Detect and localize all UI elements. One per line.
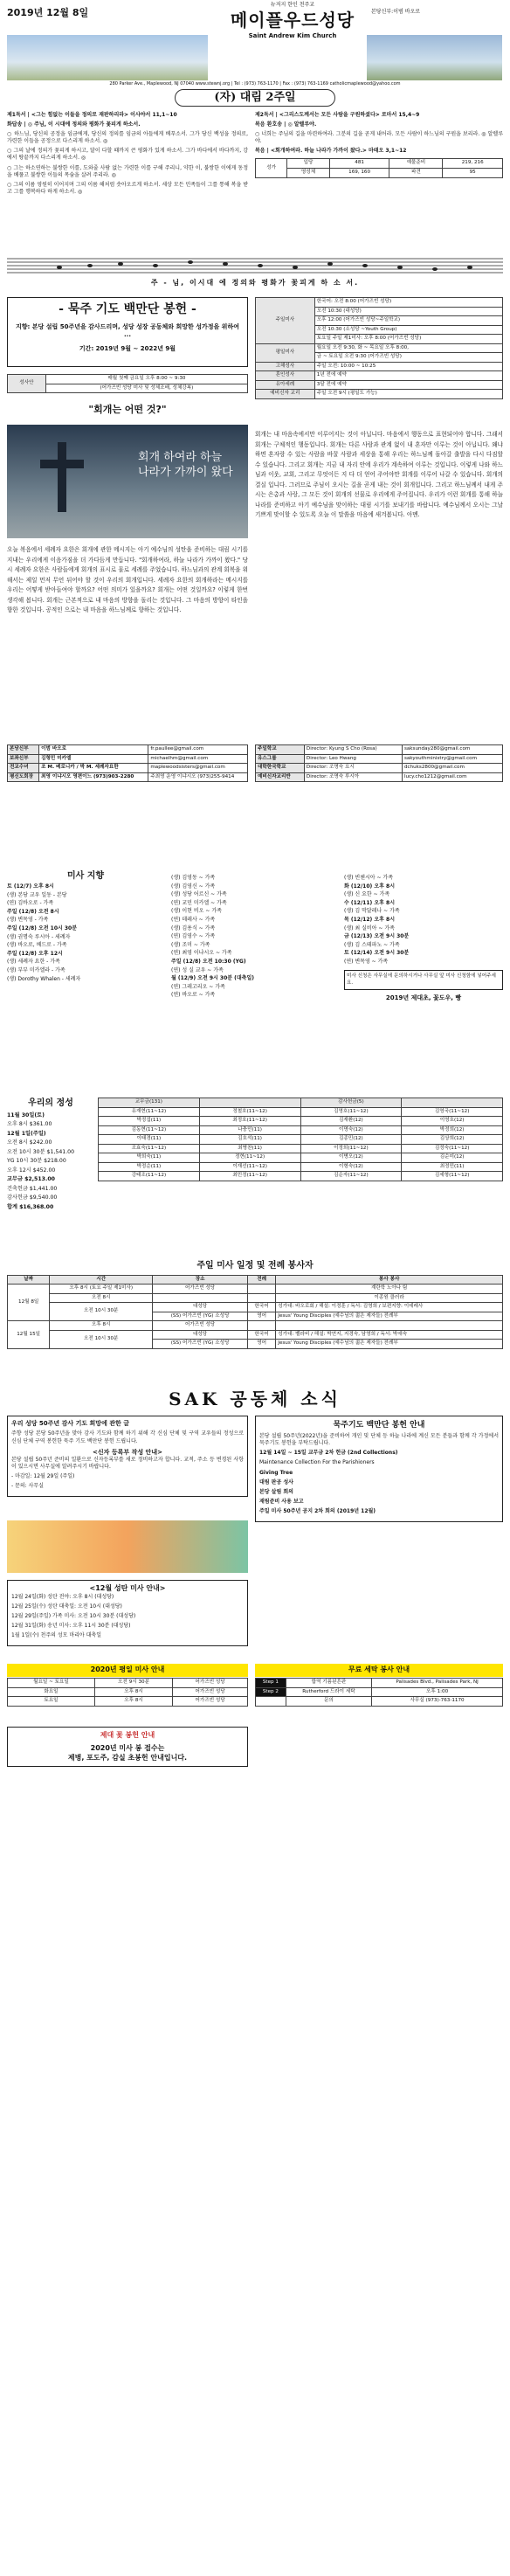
intention-item: (생) 빈첸시아 ~ 가족 xyxy=(344,875,394,881)
right-item: 본당 살림 회의 xyxy=(259,1488,293,1495)
store-cell: Step 2 xyxy=(256,1687,286,1697)
church-en-name: Saint Andrew Kim Church xyxy=(248,32,337,40)
intention-item: (연) 김바오로 - 가족 xyxy=(7,900,54,907)
mass-time-value: 월요일 오전 9:30, 화 ~ 목요일 오후 8:00, xyxy=(314,343,502,353)
psalm-line: ○ 그의 날에 정의가 꽃피게 하시고, 달이 다할 때까지 큰 평화가 있게 하소서. 그가 바다에서 바다까지, 강에서 땅끝까지 다스리게 하소서. ◎ xyxy=(7,148,248,162)
right-item: 주일 미사 50주년 공지 2차 회의 (2019년 12월) xyxy=(259,1507,376,1514)
staff-name: 최영 이냐시오 영편이느 (973)903-2280 xyxy=(39,772,148,782)
schedule-servers: 계란학 노아나 팀 xyxy=(276,1285,503,1294)
right-item: Giving Tree xyxy=(259,1469,293,1476)
mass-intentions-title: 미사 지향 xyxy=(66,871,105,881)
offering-cell: 김재환(12) xyxy=(300,1117,402,1126)
cross-image xyxy=(7,425,248,538)
offering-cell: 최정민(11) xyxy=(402,1162,503,1172)
store-cell: 오후 1:00 xyxy=(372,1687,503,1697)
intention-item: 월 (12/9) 오전 9시 30분 (대축일) xyxy=(171,975,255,982)
staff-name: 조 M. 베로니카 / 박 M. 세례자요한 xyxy=(39,764,148,773)
ny-cell: 어가즈빈 성당 xyxy=(173,1697,248,1707)
schedule-place: (SS) 어가즈빈 (YG) 소성당 xyxy=(153,1340,248,1349)
schedule-place: 대성당 xyxy=(153,1303,248,1312)
offering-cell: 강태조(11~12) xyxy=(99,1172,200,1181)
misc-line: 2020년 미사 봉 접수는 xyxy=(90,1743,165,1752)
hymn-cell: 481 xyxy=(329,159,389,169)
staff-role: 전교수녀 xyxy=(8,764,39,773)
mass-time-value: 오전 10:30 (대성당) xyxy=(314,307,502,316)
misc-title: 제대 꽃 봉헌 안내 xyxy=(100,1731,155,1739)
music-lyrics: 주 - 님, 이시대 에 정의와 평화가 꽃피게 하 소 서. xyxy=(150,279,360,287)
staff-role: 예비신자교리반 xyxy=(256,772,305,782)
xmas-line: 1월 1일(수) 천주의 성모 마리아 대축일 xyxy=(11,1632,101,1639)
hymn-cell: 169, 160 xyxy=(329,169,389,178)
schedule-servers: Jesus' Young Disciples (예수님의 젊은 제자들) 전례부 xyxy=(276,1340,503,1349)
schedule-lang: 한국어 xyxy=(248,1303,276,1312)
right-item: 본당 설립 50주년(2022년)을 준비하여 개인 및 단체 등 하늘 나라에 계신 모든 분들과 함께 각 가정에서 묵주기도 봉헌을 부탁드립니다. xyxy=(259,1433,499,1447)
schedule-servers: 성가대: 바오로회 / 해설: 이정훈 / 독서: 김영희 / 보편지향: 이데레사 xyxy=(276,1303,503,1312)
offering-cell: 김세형(11~12) xyxy=(402,1172,503,1181)
offering-cell: 이영호(12) xyxy=(402,1117,503,1126)
schedule-time: 오후 8시 (토요 주일 제1미사) xyxy=(50,1285,153,1294)
intention-notice: 미사 신청은 사무실에 문의하시거나 사무실 앞 미사 신청함에 넣어주세요. xyxy=(344,970,503,991)
ann-line: - 마감일: 12월 29일 (주일) xyxy=(11,1473,75,1480)
offering-cell: 박정섭(11) xyxy=(99,1117,200,1126)
alleluia: 복음 환호송 | ◎ 알렐루야. xyxy=(255,121,317,128)
readings-right xyxy=(255,112,503,178)
cross-caption: 회개 하여라 하늘 나라가 가까이 왔다 xyxy=(138,451,233,479)
intention-item: (연) 최영 이냐시오 ~ 가족 xyxy=(171,950,232,957)
intention-item: (생) 김 막달레나 ~ 가족 xyxy=(344,908,400,915)
staff-email: sakyouthministry@gmail.com xyxy=(402,754,502,764)
hymn-cell: 예물준비 xyxy=(389,159,443,169)
intention-item: (생) 성당 어르신 ~ 가족 xyxy=(171,891,227,898)
mass-time-table xyxy=(255,297,503,399)
intention-item: (연) 성 실 교우 ~ 가족 xyxy=(171,966,224,973)
schedule-header: 장소 xyxy=(153,1275,248,1285)
offering-line: 건축헌금 $1,441.00 xyxy=(7,1185,58,1192)
intention-item: (연) 바오로 ~ 가족 xyxy=(171,992,216,999)
hymn-cell: 영성체 xyxy=(287,169,330,178)
intention-item: (연) 김영수 ~ 가족 xyxy=(171,933,216,940)
schedule-time: 오전 10시 30분 xyxy=(50,1330,153,1348)
first-reading: 제1독서 | <그는 힘없는 이들을 정의로 재판하리라> 이사야서 11,1~10 xyxy=(7,112,177,118)
misc-box xyxy=(7,1727,248,1767)
church-small-name: 뉴저지 한인 천주교 xyxy=(270,2,315,8)
mass-time-label: 고해성사 xyxy=(256,362,315,371)
ny-cell: 오후 8시 xyxy=(94,1687,172,1697)
psalm-response: 화답송 | ◎ 주님, 이 시대에 정의와 평화가 꽃피게 하소서. xyxy=(7,121,141,128)
offering-line: 11월 30일(토) xyxy=(7,1111,45,1118)
mass-time-value: 1년 전에 예약 xyxy=(314,371,502,381)
offering-cell: 정철호(11~12) xyxy=(199,1107,300,1117)
rosary-purpose: 지향: 본당 설립 50주년을 감사드리며, 성당 성장 공동체와 희망한 성가정을 위하여 ... xyxy=(16,322,239,339)
xmas-line: 12월 31일(화) 송년 미사: 오후 11시 30분 (대성당) xyxy=(11,1623,131,1630)
article-left: 오늘 복음에서 세례자 요한은 회개에 관한 메시지는 아기 예수님의 성탄을 준비하는 대림 시기를 지내는 우리에게 이음가짐을 더 가다듬게 만듭니다. "회개하여라, 하늘 나라가 가까이 왔다." 당시 세례자 요한은 사람들에게 회개의 표시로 물로 세례를 주었습니다. 하느님과의 관계 회복을 위해서는 제일 먼저 무언 뒤어야 할 것이 우리의 회개입니다. 세례자 요한의 회개하라는 메시지를 우리는 어떻게 받아들여야 할까요? 어떤 의미가 있을까요? 회개는 어떤 것일까요? 이렇게 한번 생각해 봅니다. 회개는 근본적으로 내 마음의 방향을 돌리는 것입니다. 그 마음의 방향이 타인을 향한 것입니다. 공적인 으로는 내 마음을 하느님께로 향하는 것입니다. xyxy=(7,546,248,614)
prayer-item: 우리 성당 50주년 감사 기도 희망에 관한 글 xyxy=(11,1420,129,1427)
offerings-list xyxy=(7,1111,94,1213)
bulletin-date: 2019년 12월 8일 xyxy=(7,7,89,18)
advisor-line: 매월 첫째 금요일 오후 8:00 ~ 9:30 xyxy=(45,375,247,384)
intention-item: 화 (12/10) 오후 8시 xyxy=(344,883,396,890)
mass-time-value: 오전 10:30 (소성당 ~Youth Group) xyxy=(314,325,502,335)
schedule-title: 주일 미사 일정 및 전례 봉사자 xyxy=(196,1261,314,1271)
offering-cell: 이태경(11) xyxy=(99,1135,200,1145)
staff-role: 평신도회장 xyxy=(8,772,39,782)
intention-item: (생) 바오로, 베드로 - 가족 xyxy=(7,942,67,949)
intention-item: (생) 김용식 ~ 가족 xyxy=(171,924,216,931)
right-item: 12월 14일 ~ 15일 교무금 2차 헌금 (2nd Collections) xyxy=(259,1450,398,1457)
right-item: Maintenance Collection For the Parishioners xyxy=(259,1459,375,1466)
offering-line: 합계 $16,368.00 xyxy=(7,1203,54,1210)
staff-role: 보좌신부 xyxy=(8,754,39,764)
intention-item: (생) 변목영 - 가족 xyxy=(7,917,49,924)
intention-item: 주일 (12/8) 오전 8시 xyxy=(7,908,59,915)
schedule xyxy=(7,1260,503,1349)
offerings-header: 교무금(131) xyxy=(99,1098,200,1108)
intention-item: (생) 세례자 요한 - 가족 xyxy=(7,959,60,966)
staff-name: 김형민 미카엘 xyxy=(39,754,148,764)
schedule-place: (SS) 어가즈빈 (YG) 소성당 xyxy=(153,1312,248,1321)
ny-cell: 오전 9시 30분 xyxy=(94,1679,172,1688)
schedule-servers: Jesus' Young Disciples (예수님의 젊은 제자들) 전례부 xyxy=(276,1312,503,1321)
newyear-table xyxy=(7,1678,248,1707)
offerings xyxy=(7,1098,94,1212)
offering-cell: 이정희(11~12) xyxy=(300,1144,402,1153)
staff-email: saksunday280@gmail.com xyxy=(402,745,502,755)
ny-cell: 오후 8시 xyxy=(94,1697,172,1707)
intention-item: (연) 변목영 ~ 가족 xyxy=(344,958,389,965)
intention-item: (연) 그레고리오 ~ 가족 xyxy=(171,983,225,990)
article-right: 회개는 내 마음속에서만 이루어지는 것이 아닙니다. 마음에서 행동으로 표현되어야 합니다. 그래서 회개는 구체적인 행동입니다. 회개는 다른 사람과 관계 없이 내 혼자만 이루는 것이 아닙니다. 왜냐하면 혼자랑 수 있는 사람을 바꿀 사람과 세상을 통해 우리는 하느님께 돌아갈 출발을 다시 다짐할 수 있습니다. 그리고 회개는 지금 내 자리 안에 우리가 계속하여 이루는 것입니다. 이렇게 나와 하느님과 이웃, 교회, 그리고 무엇이든 지 다 더 얻어 주어야만 회개를 이루어 나갈 수 있습니다. 회개의 결실 입니다. 그러므로 주님이 오시는 길을 곧게 내는 것이 회개입니다. 그리고 하느님께서 내게 주시는 은총과 사랑, 그 모든 것이 회개의 선물로 우리에게 주어집니다. 우리가 이런 회개를 통해 하늘 나라를 준비하고 아기 예수님을 맞이하는 대림 시기를 보내기를 바랍니다. 예수님께서 오시는 그날 기쁘게 맞이할 수 있도록 오늘 이 말씀을 마음에 새겨봅니다. 아멘. xyxy=(255,431,503,519)
newyear-banner: 2020년 평일 미사 안내 xyxy=(7,1664,248,1677)
staff-role: 주일학교 xyxy=(256,745,305,755)
offering-cell: 김순자(11~12) xyxy=(300,1172,402,1181)
psalm-line: ○ 그는 하소연하는 불쌍한 이를, 도와줄 사람 없는 가련한 이를 구해 주리니, 약한 이, 불쌍한 이에게 동정을 베풀고 불쌍한 이들의 목숨을 살려 주리라. ◎ xyxy=(7,164,248,178)
offering-cell: 김순미(12) xyxy=(402,1153,503,1163)
advisor-table xyxy=(7,374,248,393)
nativity-image xyxy=(7,1520,248,1573)
offering-cell: 김영국(11~12) xyxy=(402,1107,503,1117)
music-staff xyxy=(7,255,503,285)
store-cell: 문의 xyxy=(286,1697,371,1707)
intention-item: (생) Dorothy Whalen - 세례자 xyxy=(7,975,81,982)
intention-item: 토 (12/14) 오전 9시 30분 xyxy=(344,950,410,957)
intention-item: 주일 (12/8) 오후 12시 xyxy=(7,950,63,957)
pastor-name: 본당신부:이범 바오로 xyxy=(371,9,421,15)
offering-line: YG 10시 30분 $218.00 xyxy=(7,1158,66,1165)
intention-item: (생) 권명숙 루시아 - 세례자 xyxy=(7,933,71,940)
community-right xyxy=(255,1416,503,1522)
offerings-header: 감사헌금(5) xyxy=(300,1098,402,1108)
offering-cell: 이명숙(12) xyxy=(300,1125,402,1135)
church-photo-right xyxy=(367,35,502,80)
staff-director: Director: Kyung S Cho (Rosa) xyxy=(304,745,402,755)
offering-cell: 최민정(11~12) xyxy=(199,1172,300,1181)
mass-intentions-left xyxy=(7,883,164,983)
offerings-table xyxy=(98,1098,503,1181)
mass-time-label: 주일미사 xyxy=(256,298,315,344)
offering-line: 교무금 $2,513.00 xyxy=(7,1176,55,1183)
mass-intentions-mid xyxy=(171,874,337,1000)
community-title: SAK 공동체 소식 xyxy=(169,1388,341,1409)
schedule-time: 오후 8시 xyxy=(50,1321,153,1331)
church-logo xyxy=(218,2,367,45)
staff-email: dchuks2800@gmail.com xyxy=(402,764,502,773)
ann-line: - 문의: 사무실 xyxy=(11,1483,44,1490)
altar-badge: 2019년 제대초, 꽃도우, 빵 xyxy=(385,994,462,1002)
readings-left xyxy=(7,112,248,198)
offering-cell: 김종민(12) xyxy=(300,1135,402,1145)
cross-icon xyxy=(7,425,248,538)
store-cell: Step 1 xyxy=(256,1679,286,1688)
church-photo xyxy=(7,35,208,80)
hymn-label: 성가 xyxy=(256,159,287,177)
xmas-line: 12월 25일(수) 성탄 대축일: 오전 10시 (대성당) xyxy=(11,1603,122,1610)
staff-director: Director: 조명숙 루시아 xyxy=(304,772,402,782)
store-title: 무료 세탁 봉사 안내 xyxy=(255,1664,503,1677)
staff-email: fr.paullee@gmail.com xyxy=(148,745,248,755)
offering-cell: 유재현(11~12) xyxy=(99,1107,200,1117)
ann-title: <신자 등록부 작성 안내> xyxy=(93,1448,162,1456)
offering-line: 오후 12시 $452.00 xyxy=(7,1167,56,1174)
hymn-cell: 95 xyxy=(443,169,503,178)
mass-intentions-right xyxy=(344,874,503,1004)
offering-cell: 이병오(12) xyxy=(300,1153,402,1163)
community-left xyxy=(7,1416,248,1497)
right-item: 재림준비 사용 보고 xyxy=(259,1498,304,1505)
intention-item: (생) 부부 미카엘라 - 가족 xyxy=(7,966,65,973)
intention-item: (생) 김 스테파노 ~ 가족 xyxy=(344,941,400,948)
offering-cell: 이재선(11~12) xyxy=(199,1162,300,1172)
right-title: 묵주기도 백만단 봉헌 안내 xyxy=(333,1421,425,1430)
schedule-header: 시간 xyxy=(50,1275,153,1285)
offering-cell: 정현(11~12) xyxy=(199,1153,300,1163)
intention-item: 금 (12/13) 오전 9시 30분 xyxy=(344,933,410,940)
store-cell: 사무실 (973)-763-1170 xyxy=(372,1697,503,1707)
offering-cell: 박희숙(11) xyxy=(99,1153,200,1163)
psalm-line: ○ 그의 이름 영원히 이어지며 그의 이름 해처럼 솟아오르게 하소서. 세상 모든 민족들이 그를 통해 복을 받고 그를 행복하다 하게 하소서. ◎ xyxy=(7,181,248,195)
offering-line: 오후 8시 $361.00 xyxy=(7,1121,52,1128)
staff-email: lucy.cho1212@gmail.com xyxy=(402,772,502,782)
offering-cell: 이형숙(12) xyxy=(300,1162,402,1172)
address: 280 Parker Ave., Maplewood, NJ 07040 www.stewnj.org xyxy=(109,81,231,87)
schedule-place: 대성당 xyxy=(153,1330,248,1340)
right-item: 대림 판공 성사 xyxy=(259,1478,293,1485)
xmas-title: <12월 성탄 미사 안내> xyxy=(89,1584,166,1592)
offering-cell: 나충민(11) xyxy=(199,1125,300,1135)
offering-cell: 조효숙(11~12) xyxy=(99,1144,200,1153)
mass-time-label: 혼인성사 xyxy=(256,371,315,381)
mass-time-label: 평일미사 xyxy=(256,343,315,362)
intention-item: (생) 이현 비오 ~ 가족 xyxy=(171,908,222,915)
staff-email: maplewoodsisters@gmail.com xyxy=(148,764,248,773)
rosary-title: - 묵주 기도 백만단 봉헌 - xyxy=(59,302,196,316)
church-name: 메이플우드성당 xyxy=(230,10,355,31)
store-table xyxy=(255,1678,503,1707)
ny-cell: 어가즈빈 성당 xyxy=(173,1687,248,1697)
mass-time-value: 주일 오전 9시 (평일도 가능) xyxy=(314,390,502,399)
offering-cell: 박정순(11) xyxy=(99,1162,200,1172)
xmas-box xyxy=(7,1580,248,1646)
xmas-line: 12월 24일(화) 성탄 전야: 오후 8시 (대성당) xyxy=(11,1593,114,1600)
offering-cell: 김영호(11~12) xyxy=(300,1107,402,1117)
phone-email: Tel : (973) 763-1170 | Fax : (973) 763-1169 catholicmaplewood@yahoo.com xyxy=(234,81,401,87)
schedule-date: 12월 15일 xyxy=(8,1321,50,1349)
intention-item: (생) 김영신 ~ 가족 xyxy=(171,883,216,890)
intention-item: 토 (12/7) 오후 8시 xyxy=(7,883,54,890)
second-reading: 제2독서 | <그리스도께서는 모든 사람을 구원하셨다> 로마서 15,4~9 xyxy=(255,112,420,118)
schedule-time: 오전 10시 30분 xyxy=(50,1303,153,1321)
intention-item: (연) 데레사 ~ 가족 xyxy=(171,916,216,923)
store-cell: Rutherford 드라이 세탁 xyxy=(286,1687,371,1697)
schedule-date: 12월 8일 xyxy=(8,1285,50,1321)
alleluia-text: ○ 너희는 주님의 길을 마련하여라. 그분의 길을 곧게 내어라. 모든 사람이 하느님의 구원을 보리라. ◎ 알렐루야. xyxy=(255,131,503,145)
intention-item: (생) 김영동 ~ 가족 xyxy=(171,875,216,881)
gospel: 복음 | <회개하여라. 하늘 나라가 가까이 왔다.> 마태오 3,1~12 xyxy=(255,148,407,155)
offering-line: 감사헌금 $9,540.00 xyxy=(7,1195,58,1201)
advisor-line: (어가즈빈 성당 미사 및 성체조배, 성체강복) xyxy=(45,384,247,393)
offering-cell: 박정희(12) xyxy=(402,1125,503,1135)
staff-role: 대학한국학교 xyxy=(256,764,305,773)
staff-name: 이범 바오로 xyxy=(39,745,148,755)
ny-cell: 화요일 xyxy=(8,1687,95,1697)
offering-cell: 최정호(11~12) xyxy=(199,1117,300,1126)
address-line: 280 Parker Ave., Maplewood, NJ 07040 www.stewnj.org | Tel : (973) 763-1170 | Fax : (973) 763-1169 catholicmaplewood@yahoo.com xyxy=(109,81,401,87)
mass-time-value: 3달 전에 예약 xyxy=(314,380,502,390)
schedule-header: 전례 xyxy=(248,1275,276,1285)
hymn-cell: 219, 216 xyxy=(443,159,503,169)
store-cell: Palisades Blvd., Palisades Park, NJ xyxy=(372,1679,503,1688)
offering-line: 오전 10시 30분 $1,541.00 xyxy=(7,1148,75,1155)
offering-cell: 김호석(11) xyxy=(199,1135,300,1145)
staff-email: 주최영 운영 이냐시오 (973)255-9414 xyxy=(148,772,248,782)
sunday-banner: (자) 대림 2주일 xyxy=(175,89,335,107)
staff-director: Director: Leo Hwang xyxy=(304,754,402,764)
psalm-line: ○ 하느님, 당신의 공정을 임금에게, 당신의 정의를 임금의 아들에게 베푸소서. 그가 당신 백성을 정의로, 가련한 이들을 공정으로 다스리게 하소서. ◎ xyxy=(7,131,248,145)
article-title: "회개는 어떤 것?" xyxy=(88,404,167,415)
offering-cell: 김동현(11~12) xyxy=(99,1125,200,1135)
mass-time-value: 오후 12:00 (어가즈빈 성당~주일학교) xyxy=(314,316,502,326)
intention-item: 주일 (12/8) 오전 10:30 (YG) xyxy=(171,958,246,965)
mass-time-value: 토요일 주일 제1미사: 오후 8:00 (어가즈빈 성당) xyxy=(314,335,502,344)
staff-right xyxy=(255,744,503,782)
mass-time-value: 금 ~ 토요일 오전 9:30 (어가즈빈 성당) xyxy=(314,353,502,363)
offering-cell: 김상희(12) xyxy=(402,1135,503,1145)
ny-cell: 어가즈빈 성당 xyxy=(173,1679,248,1688)
offering-cell: 최병찬(11) xyxy=(199,1144,300,1153)
hymn-table xyxy=(255,158,503,177)
schedule-lang: 영어 xyxy=(248,1340,276,1349)
mass-time-label: 예비신자 교리 xyxy=(256,390,315,399)
schedule-servers: 성가대: 벨라비 / 해설: 박연지, 지경숙, 남영희 / 독서: 박애숙 xyxy=(276,1330,503,1340)
schedule-place: 어가즈빈 성당 xyxy=(153,1285,248,1294)
staff-left xyxy=(7,744,248,782)
mass-time-label: 유아세례 xyxy=(256,380,315,390)
offering-cell: 김정숙(11~12) xyxy=(402,1144,503,1153)
intention-item: 목 (12/12) 오후 8시 xyxy=(344,916,396,923)
staff-role: 유스그룹 xyxy=(256,754,305,764)
schedule-table xyxy=(7,1275,503,1349)
schedule-lang: 한국어 xyxy=(248,1330,276,1340)
store-cell: 합역 기름된흔판 xyxy=(286,1679,371,1688)
staff-director: Director: 조명숙 요시 xyxy=(304,764,402,773)
schedule-servers: 이종원 클러라 xyxy=(276,1293,503,1303)
ann-line: 본당 설립 50주년 준비의 일환으로 신자등록부를 새로 정비하고자 합니다. 교적, 주소 등 변경된 사항이 있으시면 사무실에 알려주시기 바랍니다. xyxy=(11,1457,244,1471)
intention-item: (생) 조미 ~ 가족 xyxy=(171,941,210,948)
schedule-time: 오전 8시 xyxy=(50,1293,153,1303)
intention-item: (연) 교민 미카엘 ~ 가족 xyxy=(171,899,227,906)
prayer-text: 주향 성당 본당 50주년을 맞아 감사 기도와 함께 하기 위해 각 신심 단체 및 구역 교우들의 정성으로 신심 단체 구역 봉헌한 묵주 기도 백만단 봉헌 드립니다. xyxy=(11,1430,244,1444)
mass-time-value: 주일 오전: 10:00 ~ 10:25 xyxy=(314,362,502,371)
hymn-cell: 입당 xyxy=(287,159,330,169)
misc-line: 제병, 포도주, 감실 초봉헌 안내입니다. xyxy=(67,1753,188,1762)
rosary-box xyxy=(7,297,248,367)
staff-email: michaelhm@gmail.com xyxy=(148,754,248,764)
intention-item: 수 (12/11) 오후 8시 xyxy=(344,899,396,906)
offering-line: 12월 1일(주일) xyxy=(7,1130,46,1137)
schedule-header: 날짜 xyxy=(8,1275,50,1285)
intention-item: (생) 본당 교우 일동 - 본당 xyxy=(7,891,67,898)
offerings-title: 우리의 정성 xyxy=(28,1098,73,1108)
hymn-cell: 파견 xyxy=(389,169,443,178)
intention-item: (생) 신 요한 ~ 가족 xyxy=(344,891,390,898)
offering-line: 오전 8시 $242.00 xyxy=(7,1139,52,1146)
intention-item: (생) 최 실비아 ~ 가족 xyxy=(344,924,395,931)
xmas-line: 12월 29일(주일) 가족 미사: 오전 10시 30분 (대성당) xyxy=(11,1612,136,1619)
staff-role: 본당신부 xyxy=(8,745,39,755)
schedule-header: 봉사 봉사 xyxy=(276,1275,503,1285)
schedule-place: 어가즈빈 성당 xyxy=(153,1321,248,1331)
intention-item: 주일 (12/8) 오전 10시 30분 xyxy=(7,924,78,931)
advisor-label: 성사안 xyxy=(8,375,46,393)
ny-cell: 토요일 xyxy=(8,1697,95,1707)
ny-cell: 월요일 ~ 토요일 xyxy=(8,1679,95,1688)
music-staff-svg xyxy=(7,255,503,276)
schedule-lang: 영어 xyxy=(248,1312,276,1321)
rosary-period: 기간: 2019년 9월 ~ 2022년 9월 xyxy=(79,344,176,352)
mass-time-value: 한국어: 오전 8:00 (어가즈빈 성당) xyxy=(314,298,502,308)
